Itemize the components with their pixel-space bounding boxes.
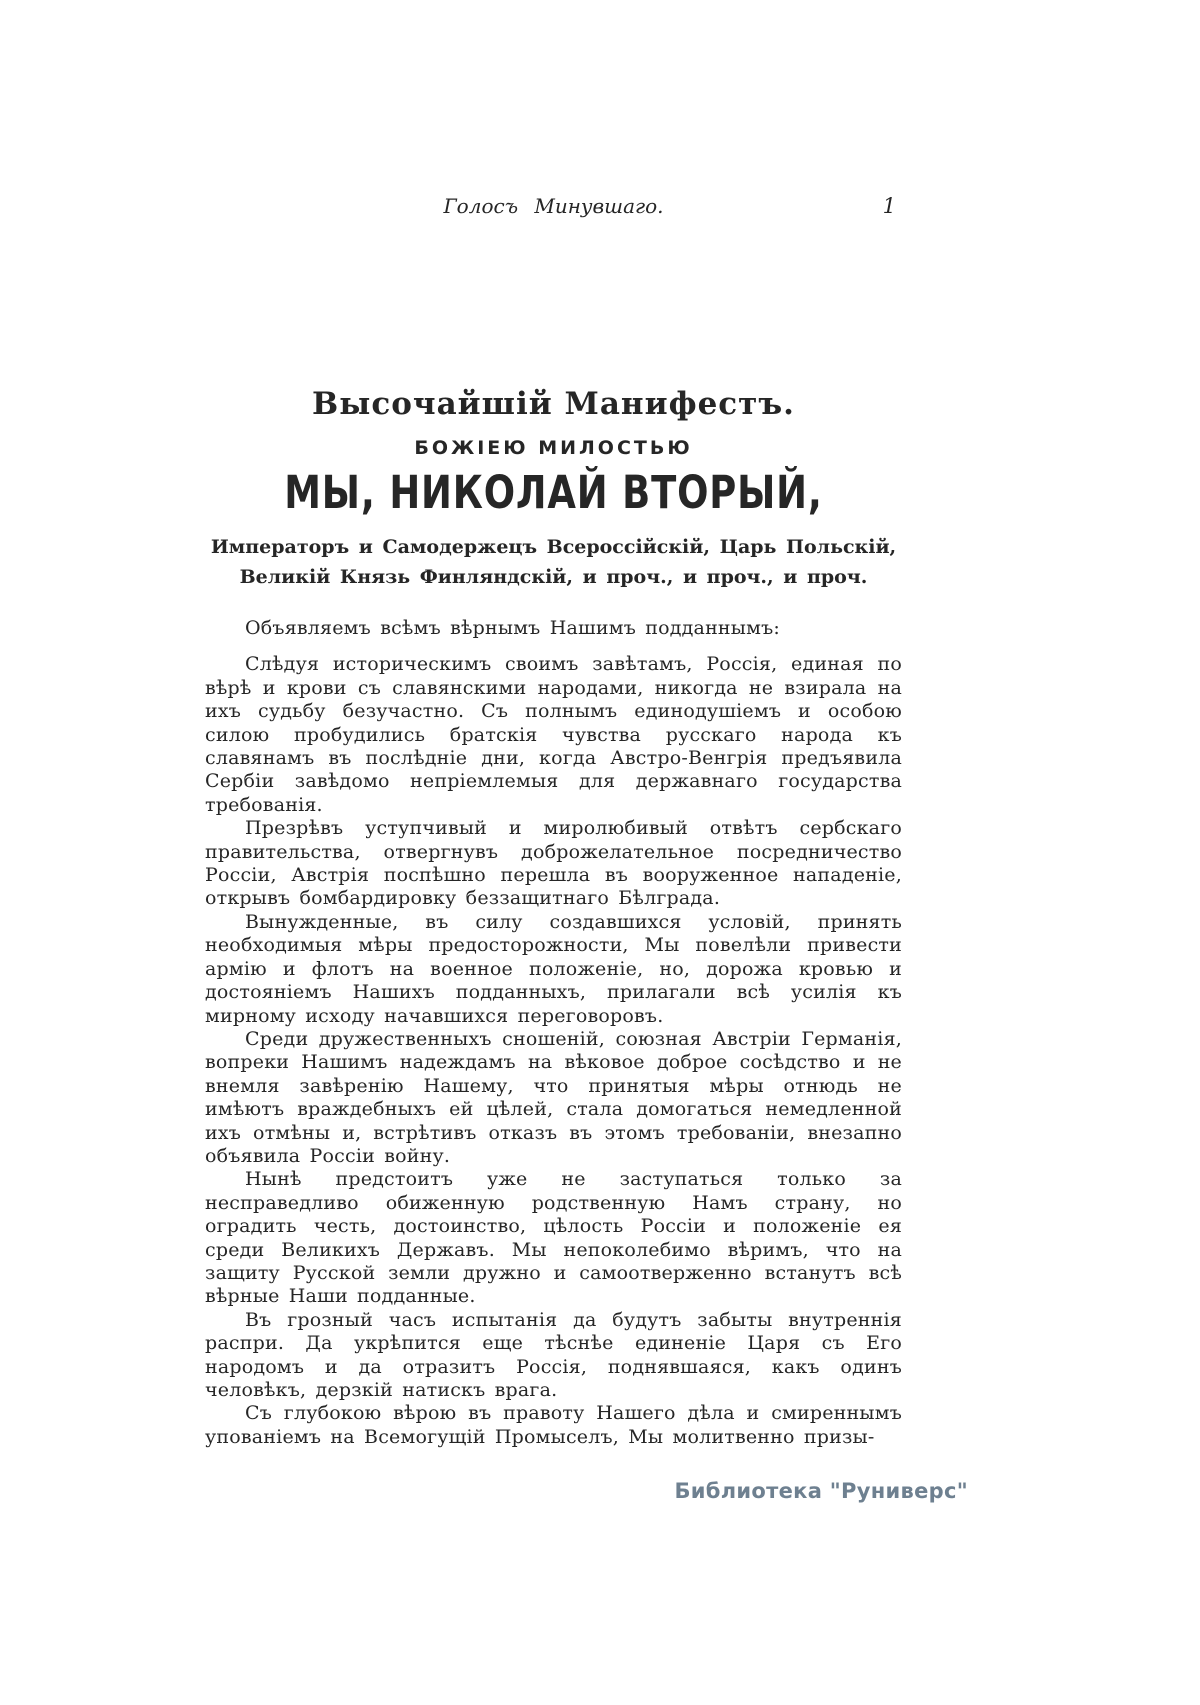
paragraph-5: Нынѣ предстоитъ уже не заступаться только за несправедливо обиженную родственную Намъ страну, но оградить честь, достоинство, цѣлость Россіи и положеніе ея среди Великихъ Державъ. Мы непоколебимо вѣримъ, что на защиту Русской земли дружно и самоотверженно встанутъ всѣ вѣрные Наши подданные. — [205, 1168, 902, 1308]
sovereign-name: МЫ, НИКОЛАЙ ВТОРЫЙ, — [284, 466, 823, 519]
paragraph-7: Съ глубокою вѣрою въ правоту Нашего дѣла и смиреннымъ упованіемъ на Всемогущій Промыселъ, Мы молитвенно призы- — [205, 1402, 902, 1448]
running-header — [205, 194, 902, 218]
salutation: Объявляемъ всѣмъ вѣрнымъ Нашимъ подданнымъ: — [245, 617, 780, 639]
paragraph-2: Презрѣвъ уступчивый и миролюбивый отвѣтъ сербскаго правительства, отвергнувъ доброжелательное посредничество Россіи, Австрія поспѣшно перешла въ вооруженное нападеніе, открывъ бомбардировку беззащитнаго Бѣлграда. — [205, 817, 902, 910]
royal-titles: Императоръ и Самодержецъ Всероссійскій, Царь Польскій, Великій Князь Финляндскій, и проч., и проч., и проч. — [210, 536, 897, 588]
paragraph-3: Вынужденные, въ силу создавшихся условій, принять необходимыя мѣры предосторожности, Мы повелѣли привести армію и флотъ на военное положеніе, но, дорожа кровью и достояніемъ Нашихъ подданныхъ, прилагали всѣ усилія къ мирному исходу начавшихся переговоровъ. — [205, 910, 902, 1027]
page-number: 1 — [882, 194, 896, 218]
journal-title: Голосъ Минувшаго. — [443, 194, 664, 218]
manifesto-body — [205, 386, 902, 1449]
manifesto-title: Высочайшій Манифестъ. — [312, 386, 795, 422]
library-watermark: Библиотека "Руниверс" — [674, 1479, 968, 1503]
paragraph-6: Въ грозный часъ испытанія да будутъ забыты внутреннія распри. Да укрѣпится еще тѣснѣе единеніе Царя съ Его народомъ и да отразитъ Россія, поднявшаяся, какъ одинъ человѣкъ, дерзкій натискъ врага. — [205, 1308, 902, 1401]
manifesto-text — [205, 617, 902, 1449]
grace-line: БОЖІЕЮ МИЛОСТЬЮ — [414, 437, 693, 459]
paragraph-4: Среди дружественныхъ сношеній, союзная Австріи Германія, вопреки Нашимъ надеждамъ на вѣковое доброе сосѣдство и не внемля завѣренію Нашему, что принятыя мѣры отнюдь не имѣютъ враждебныхъ ей цѣлей, стала домогаться немедленной ихъ отмѣны и, встрѣтивъ отказъ въ этомъ требованіи, внезапно объявила Россіи войну. — [205, 1027, 902, 1167]
paragraph-1: Слѣдуя историческимъ своимъ завѣтамъ, Россія, единая по вѣрѣ и крови съ славянскими народами, никогда не взирала на ихъ судьбу безучастно. Съ полнымъ единодушіемъ и особою силою пробудились братскія чувства русскаго народа къ славянамъ въ послѣдніе дни, когда Австро-Венгрія предъявила Сербіи завѣдомо непріемлемыя для державнаго государства требованія. — [205, 653, 902, 816]
